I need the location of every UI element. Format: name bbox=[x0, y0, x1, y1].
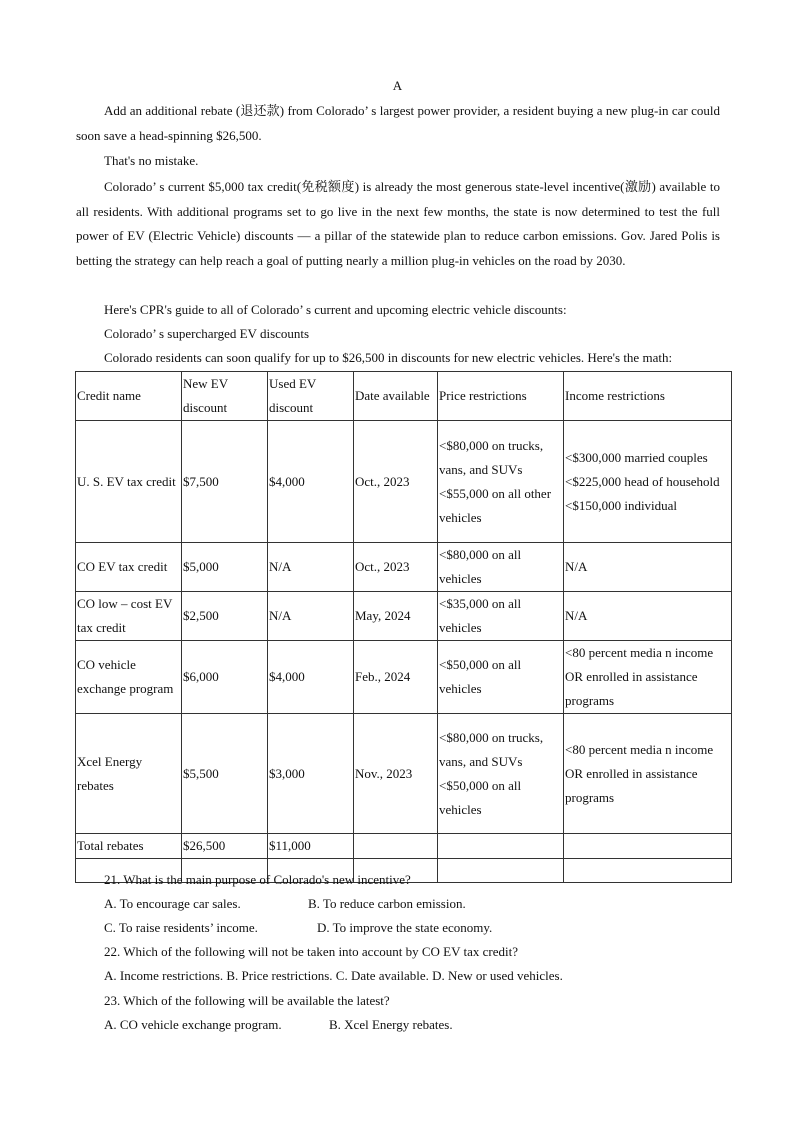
table-cell bbox=[564, 859, 732, 883]
table-row bbox=[76, 592, 732, 641]
question-21-option-d: D. To improve the state economy. bbox=[317, 920, 493, 935]
table-cell: CO EV tax credit bbox=[76, 543, 182, 592]
table-cell: <$35,000 on all vehicles bbox=[438, 592, 564, 641]
table-cell: <$80,000 on all vehicles bbox=[438, 543, 564, 592]
table-row-total bbox=[76, 834, 732, 859]
table-cell: <80 percent media n income OR enrolled in assistance programs bbox=[564, 714, 732, 834]
table-row bbox=[76, 421, 732, 543]
table-header-cell: Income restrictions bbox=[564, 372, 732, 421]
table-cell bbox=[354, 834, 438, 859]
paragraph-subheading: Colorado’ s supercharged EV discounts bbox=[104, 326, 310, 341]
table-header-cell: Date available bbox=[354, 372, 438, 421]
paragraph-intro: Add an additional rebate (退还款) from Colorado’ s largest power provider, a resident buying a new plug-in car could soon save a head-spinning $26,500. bbox=[76, 103, 720, 143]
table-cell: Nov., 2023 bbox=[354, 714, 438, 834]
table-cell: Feb., 2024 bbox=[354, 641, 438, 714]
table-cell: $6,000 bbox=[182, 641, 268, 714]
question-21-option-c: C. To raise residents’ income. bbox=[104, 920, 258, 935]
question-22-stem: 22. Which of the following will not be taken into account by CO EV tax credit? bbox=[104, 944, 518, 959]
table-cell: $11,000 bbox=[268, 834, 354, 859]
table-cell: $7,500 bbox=[182, 421, 268, 543]
table-cell: Total rebates bbox=[76, 834, 182, 859]
table-header-cell: New EV discount bbox=[182, 372, 268, 421]
table-cell: N/A bbox=[564, 592, 732, 641]
table-header-row bbox=[76, 372, 732, 421]
paragraph-guide: Here's CPR's guide to all of Colorado’ s current and upcoming electric vehicle discounts: bbox=[104, 302, 567, 317]
paragraph-no-mistake: That's no mistake. bbox=[104, 153, 199, 168]
table-cell: $5,500 bbox=[182, 714, 268, 834]
question-23-stem: 23. Which of the following will be available the latest? bbox=[104, 993, 390, 1008]
table-cell: <$50,000 on all vehicles bbox=[438, 641, 564, 714]
table-cell: May, 2024 bbox=[354, 592, 438, 641]
table-row bbox=[76, 714, 732, 834]
table-cell bbox=[438, 834, 564, 859]
table-cell: CO low – cost EV tax credit bbox=[76, 592, 182, 641]
table-cell: <$80,000 on trucks, vans, and SUVs <$50,000 on all vehicles bbox=[438, 714, 564, 834]
ev-discount-table bbox=[75, 371, 732, 883]
table-cell: N/A bbox=[564, 543, 732, 592]
table-cell: <$300,000 married couples <$225,000 head of household <$150,000 individual bbox=[564, 421, 732, 543]
question-21-option-b: B. To reduce carbon emission. bbox=[308, 896, 466, 911]
question-23-option-b: B. Xcel Energy rebates. bbox=[329, 1017, 453, 1032]
table-cell: $3,000 bbox=[268, 714, 354, 834]
table-cell: $4,000 bbox=[268, 421, 354, 543]
table-cell: <$80,000 on trucks, vans, and SUVs <$55,000 on all other vehicles bbox=[438, 421, 564, 543]
paragraph-tax-credit: Colorado’ s current $5,000 tax credit(免税额度) is already the most generous state-level incentive(激励) available to all residents. With additional programs set to go live in the next few months, the state is now determined to test the full power of EV (Electric Vehicle) discounts — a pillar of the statewide plan to reduce carbon emissions. Gov. Jared Polis is betting the strategy can help reach a goal of putting nearly a million plug-in vehicles on the road by 2030. bbox=[76, 179, 720, 268]
table-header-cell: Price restrictions bbox=[438, 372, 564, 421]
table-cell: <80 percent media n income OR enrolled in assistance programs bbox=[564, 641, 732, 714]
question-21-option-a: A. To encourage car sales. bbox=[104, 896, 241, 911]
table-cell bbox=[564, 834, 732, 859]
question-23-option-a: A. CO vehicle exchange program. bbox=[104, 1017, 282, 1032]
table-cell: N/A bbox=[268, 592, 354, 641]
table-row bbox=[76, 543, 732, 592]
table-cell: N/A bbox=[268, 543, 354, 592]
table-cell: $2,500 bbox=[182, 592, 268, 641]
table-cell: $4,000 bbox=[268, 641, 354, 714]
table-cell: Oct., 2023 bbox=[354, 543, 438, 592]
table-header-cell: Credit name bbox=[76, 372, 182, 421]
paragraph-math: Colorado residents can soon qualify for up to $26,500 in discounts for new electric vehicles. Here's the math: bbox=[104, 350, 673, 365]
table-cell: $5,000 bbox=[182, 543, 268, 592]
question-22-options: A. Income restrictions. B. Price restrictions. C. Date available. D. New or used vehicles. bbox=[104, 968, 563, 983]
table-header-cell: Used EV discount bbox=[268, 372, 354, 421]
table-cell: $26,500 bbox=[182, 834, 268, 859]
section-label: A bbox=[392, 78, 403, 93]
table-cell: U. S. EV tax credit bbox=[76, 421, 182, 543]
table-cell: Oct., 2023 bbox=[354, 421, 438, 543]
table-cell: CO vehicle exchange program bbox=[76, 641, 182, 714]
question-21-stem: 21. What is the main purpose of Colorado's new incentive? bbox=[104, 872, 411, 887]
table-cell: Xcel Energy rebates bbox=[76, 714, 182, 834]
table-row bbox=[76, 641, 732, 714]
table-cell bbox=[438, 859, 564, 883]
